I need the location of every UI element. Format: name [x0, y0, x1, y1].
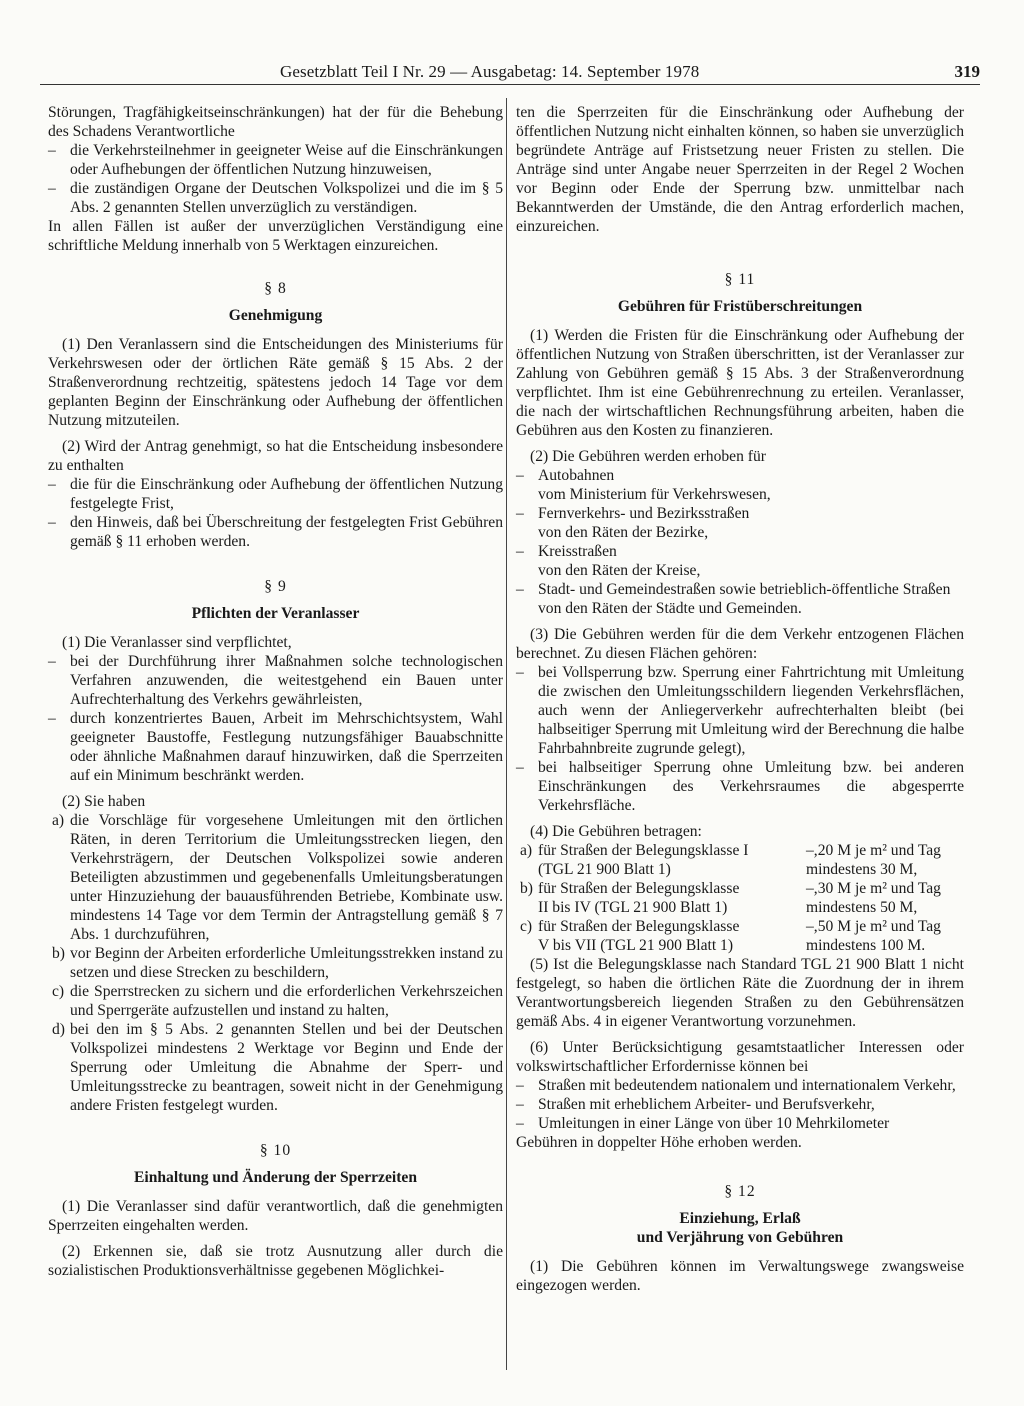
list-item: – bei Vollsperrung bzw. Sperrung einer Fahrtrichtung mit Umleitung die zwischen den Umleitungsschildern liegenden Verkehrsflächen, auch wenn der Anliegerverkehr aufrechterhalten bleibt (bei halbseitiger Sperrung mit Umleitung wird der Berechnung die halbe Fahrbahnbreite zugrunde gelegt),: [516, 663, 964, 758]
list-item: a) die Vorschläge für vorgesehene Umleitungen mit den örtlichen Räten, in deren Territorium die Umleitungsstrecken liegen, den Verkehrsträgern, der Deutschen Volkspolizei sowie anderen Beteiligten abzustimmen und gegebenenfalls Umleitungsberatungen unter Hinzuziehung der bauausführenden Betriebe, Kombinate usw. mindestens 14 Tage vor dem Termin der Antragstellung gemäß § 7 Abs. 1 durchzuführen,: [52, 812, 503, 943]
list-item: – Kreisstraßen von den Räten der Kreise,: [516, 542, 964, 580]
list-item: – bei der Durchführung ihrer Maßnahmen solche technologischen Verfahren anzuwenden, die weitestgehend ein Bauen unter Aufrechterhaltung des Verkehrs gewährleisten,: [48, 652, 503, 709]
paragraph: (2) Sie haben: [62, 793, 146, 810]
left-column: [48, 103, 503, 1280]
list-item: b) vor Beginn der Arbeiten erforderliche Umleitungsstrekken instand zu setzen und diese Strecken zu beschildern,: [52, 945, 503, 981]
list-item: – den Hinweis, daß bei Überschreitung der festgelegten Frist Gebühren gemäß § 11 erhoben werden.: [48, 513, 503, 551]
paragraph: Störungen, Tragfähigkeitseinschränkungen) hat der für die Behebung des Schadens Verantwortliche: [48, 104, 503, 140]
list-item: – die zuständigen Organe der Deutschen Volkspolizei und die im § 5 Abs. 2 genannten Stellen unverzüglich zu verständigen.: [48, 179, 503, 217]
fee-row: c) für Straßen der Belegungsklasse V bis VII (TGL 21 900 Blatt 1) –,50 M je m² und Tag mindestens 100 M.: [520, 918, 941, 954]
section-title: Einhaltung und Änderung der Sperrzeiten: [133, 1169, 418, 1186]
section-title: Genehmigung: [228, 307, 323, 324]
fee-table: [516, 841, 964, 955]
paragraph: (5) Ist die Belegungsklasse nach Standard TGL 21 900 Blatt 1 nicht festgelegt, so haben die örtlichen Räte die Zuordnung der in ihrem Verantwortungsbereich liegenden Straßen zu den Gebührensätzen gemäß Abs. 4 in eigener Verantwortung vorzunehmen.: [516, 956, 964, 1030]
fee-row: b) für Straßen der Belegungsklasse II bis IV (TGL 21 900 Blatt 1) –,30 M je m² und Tag mindestens 50 M,: [520, 880, 941, 916]
dash-list: [48, 475, 503, 551]
column-divider: [506, 98, 507, 1370]
section-title: Gebühren für Fristüberschreitungen: [617, 298, 863, 315]
section-subtitle: und Verjährung von Gebühren: [636, 1229, 844, 1246]
section-title: Einziehung, Erlaß: [679, 1210, 801, 1227]
dash-list: [516, 663, 964, 815]
list-item: c) die Sperrstrecken zu sichern und die erforderlichen Verkehrszeichen und Sperrgeräte aufzustellen und instand zu halten,: [52, 983, 503, 1019]
section-number: § 10: [259, 1142, 292, 1159]
paragraph: (4) Die Gebühren betragen:: [530, 823, 702, 840]
header-title: Gesetzblatt Teil I Nr. 29 — Ausgabetag: 14. September 1978: [280, 62, 700, 81]
dash-list: [516, 466, 964, 618]
dash-list: [516, 1076, 964, 1133]
list-item: – die für die Einschränkung oder Aufhebung der öffentlichen Nutzung festgelegte Frist,: [48, 475, 503, 513]
section-number: § 11: [724, 271, 756, 288]
paragraph: ten die Sperrzeiten für die Einschränkung oder Aufhebung der öffentlichen Nutzung nicht einhalten können, so haben sie unverzüglich begründete Anträge auf Fristsetzung neuer Fristen zu stellen. Die Anträge sind unter Angabe neuer Sperrzeiten in der Regel 2 Wochen vor Beginn oder Ende der Sperrung bzw. unmittelbar nach Bekanntwerden der Umstände, die den Antrag erforderlich machen, einzureichen.: [516, 104, 964, 235]
paragraph: (6) Unter Berücksichtigung gesamtstaatlicher Interessen oder volkswirtschaftlicher Erfordernisse können bei: [516, 1039, 964, 1075]
list-item: – Stadt- und Gemeindestraßen sowie betrieblich-öffentliche Straßen von den Räten der Städte und Gemeinden.: [516, 580, 964, 618]
right-column: [516, 103, 964, 1295]
list-item: – Autobahnen vom Ministerium für Verkehrswesen,: [516, 466, 964, 504]
section-number: § 12: [724, 1183, 756, 1200]
section-title: Pflichten der Veranlasser: [191, 605, 360, 622]
list-item: – Fernverkehrs- und Bezirksstraßen von den Räten der Bezirke,: [516, 504, 964, 542]
paragraph: (1) Die Veranlasser sind dafür verantwortlich, daß die genehmigten Sperrzeiten eingehalten werden.: [48, 1198, 503, 1234]
fee-row: a) für Straßen der Belegungsklasse I (TGL 21 900 Blatt 1) –,20 M je m² und Tag mindestens 30 M,: [520, 842, 941, 878]
page-number: 319: [954, 62, 980, 81]
list-item: – Straßen mit bedeutendem nationalem und internationalem Verkehr,: [516, 1076, 964, 1095]
section-number: § 9: [264, 578, 287, 595]
paragraph: Gebühren in doppelter Höhe erhoben werden.: [516, 1134, 802, 1151]
section-number: § 8: [264, 280, 287, 297]
paragraph: (1) Den Veranlassern sind die Entscheidungen des Ministeriums für Verkehrswesen oder der örtlichen Räte gemäß § 15 Abs. 2 der Straßenverordnung rechtzeitig, spätestens jedoch 14 Tage vor dem geplanten Beginn der Einschränkung oder Aufhebung der öffentlichen Nutzung mitzuteilen.: [48, 336, 503, 429]
paragraph: In allen Fällen ist außer der unverzüglichen Verständigung eine schriftliche Meldung innerhalb von 5 Werktagen einzureichen.: [48, 218, 503, 254]
paragraph: (2) Erkennen sie, daß sie trotz Ausnutzung aller durch die sozialistischen Produktionsverhältnisse gegebenen Möglichkei-: [48, 1243, 503, 1279]
list-item: – Umleitungen in einer Länge von über 10 Mehrkilometer: [516, 1114, 964, 1133]
paragraph: (3) Die Gebühren werden für die dem Verkehr entzogenen Flächen berechnet. Zu diesen Flächen gehören:: [516, 626, 964, 662]
list-item: – die Verkehrsteilnehmer in geeigneter Weise auf die Einschränkungen oder Aufhebungen der öffentlichen Nutzung hinzuweisen,: [48, 141, 503, 179]
paragraph: (1) Die Veranlasser sind verpflichtet,: [62, 634, 292, 651]
paragraph: (1) Die Gebühren können im Verwaltungswege zwangsweise eingezogen werden.: [516, 1258, 964, 1294]
page-header: [40, 62, 980, 85]
list-item: – bei halbseitiger Sperrung ohne Umleitung bzw. bei anderen Einschränkungen des Verkehrsraumes die abgesperrte Verkehrsfläche.: [516, 758, 964, 815]
paragraph: (2) Wird der Antrag genehmigt, so hat die Entscheidung insbesondere zu enthalten: [48, 438, 503, 474]
dash-list: [48, 141, 503, 217]
list-item: – durch konzentriertes Bauen, Arbeit im Mehrschichtsystem, Wahl geeigneter Baustoffe, Festlegung nutzungsfähiger Bauabschnitte oder ähnliche Maßnahmen darauf hinzuwirken, daß die Sperrzeiten auf ein Minimum beschränkt werden.: [48, 709, 503, 785]
dash-list: [48, 652, 503, 785]
list-item: d) bei den im § 5 Abs. 2 genannten Stellen und bei der Deutschen Volkspolizei mindestens 2 Werktage vor Beginn und Ende der Sperrung oder Umleitung die Abnahme der Sperr- und Umleitungsstrecke zu beantragen, soweit nicht in der Genehmigung andere Fristen festgelegt wurden.: [52, 1021, 503, 1114]
lettered-list: [48, 811, 503, 1115]
paragraph: (2) Die Gebühren werden erhoben für: [530, 448, 766, 465]
list-item: – Straßen mit erheblichem Arbeiter- und Berufsverkehr,: [516, 1095, 964, 1114]
paragraph: (1) Werden die Fristen für die Einschränkung oder Aufhebung der öffentlichen Nutzung von Straßen überschritten, ist der Veranlasser zur Zahlung von Gebühren gemäß § 15 Abs. 3 der Straßenverordnung verpflichtet. Ihm ist eine Gebührenrechnung zu erteilen. Veranlasser, die nach der wirtschaftlichen Rechnungsführung arbeiten, haben die Gebühren aus den Kosten zu finanzieren.: [516, 327, 964, 439]
